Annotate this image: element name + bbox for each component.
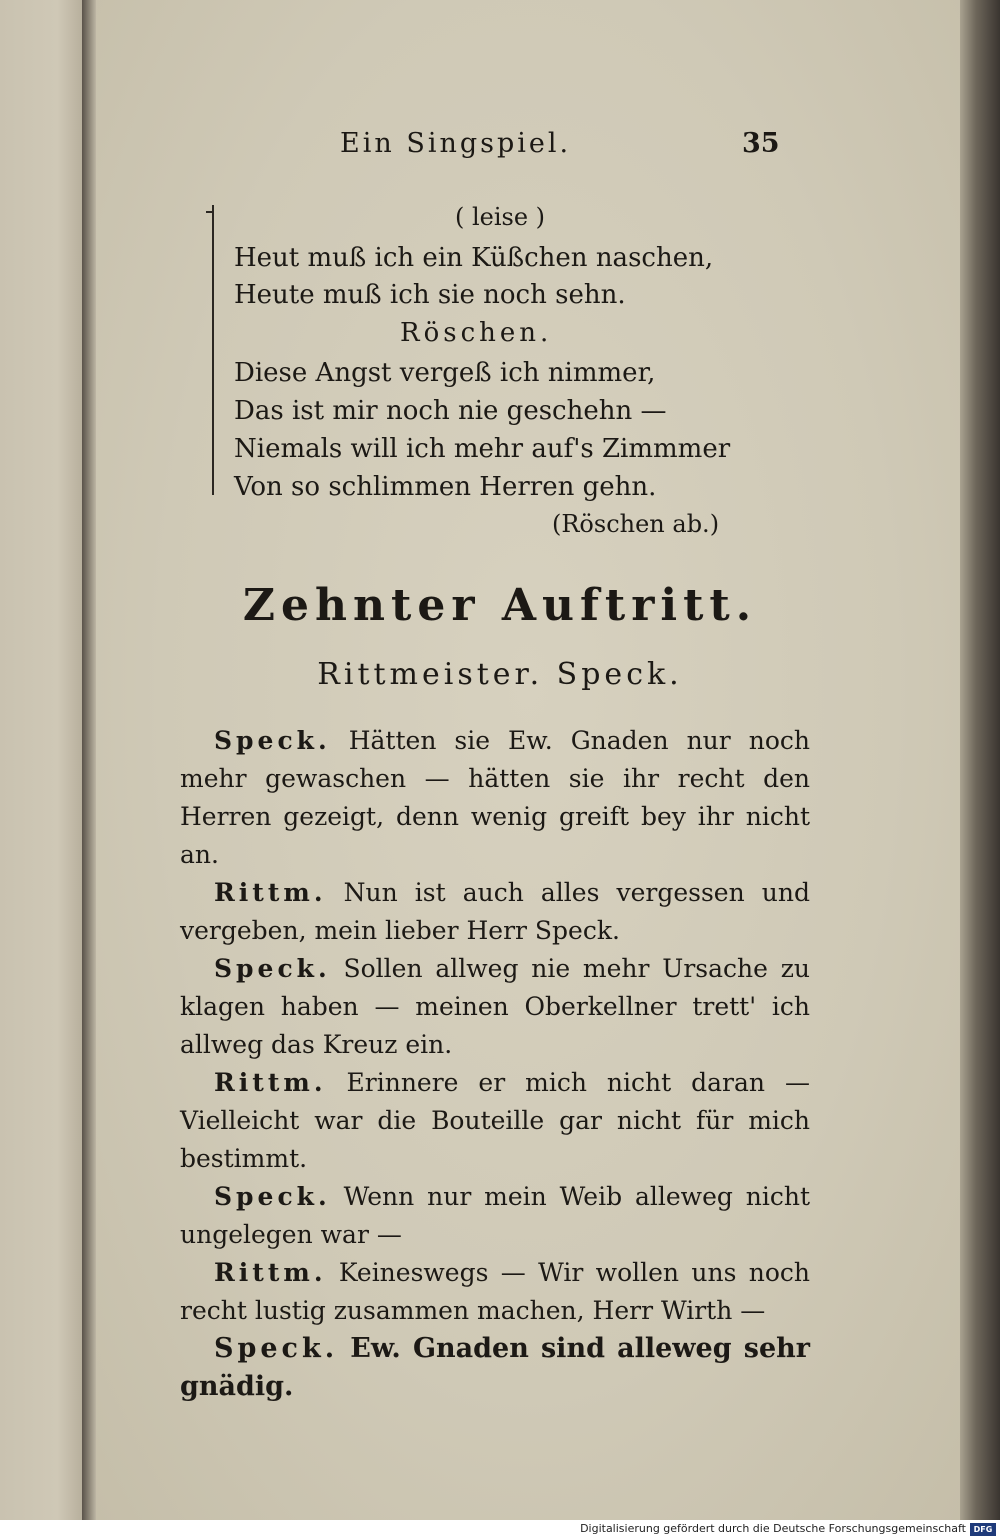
speech-paragraph: [180, 1178, 810, 1254]
exit-direction: (Röschen ab.): [552, 510, 720, 538]
speech-text: Ew. Gnaden sind alleweg sehr gnädig.: [180, 1333, 810, 1402]
cast-list: Rittmeister. Speck.: [317, 657, 683, 692]
speech-text: Hätten sie Ew. Gnaden nur noch mehr gewaschen — hätten sie ihr recht den Herren gezeigt, denn wenig greift bey ihr nicht an.: [180, 726, 810, 869]
speech-text: Keineswegs — Wir wollen uns noch recht lustig zusammen machen, Herr Wirth —: [180, 1258, 811, 1325]
speech-paragraph: [180, 1064, 810, 1178]
verse-line: Niemals will ich mehr auf's Zimmmer: [234, 434, 731, 464]
speech-paragraph: [180, 722, 810, 874]
speech-paragraph: [180, 1254, 810, 1330]
verse-speaker: Röschen.: [400, 318, 553, 348]
page-number: 35: [742, 128, 780, 159]
dialogue-block: [180, 722, 810, 1406]
scene-heading: Zehnter Auftritt.: [242, 580, 758, 631]
speaker-name: Rittm.: [214, 1258, 327, 1287]
verse-line: Von so schlimmen Herren gehn.: [234, 472, 657, 502]
speech-paragraph: [180, 950, 810, 1064]
speaker-name: Speck.: [214, 726, 331, 755]
speech-paragraph: [180, 874, 810, 950]
verse-line: Das ist mir noch nie geschehn —: [234, 396, 667, 426]
speech-paragraph: [180, 1330, 810, 1406]
speaker-name: Rittm.: [214, 878, 327, 907]
speech-text: Sollen allweg nie mehr Ursache zu klagen haben — meinen Oberkellner trett' ich allweg das Kreuz ein.: [180, 954, 810, 1059]
speaker-name: Speck.: [214, 954, 331, 983]
footer-bar: [0, 1520, 1000, 1539]
dfg-logo: DFG: [970, 1523, 996, 1536]
speech-text: Nun ist auch alles vergessen und vergeben, mein lieber Herr Speck.: [180, 878, 810, 945]
verse-line: Heut muß ich ein Küßchen naschen,: [234, 243, 714, 273]
footer-credit: Digitalisierung gefördert durch die Deutsche Forschungsgemeinschaft: [580, 1522, 966, 1535]
running-title: Ein Singspiel.: [340, 128, 572, 159]
speaker-name: Rittm.: [214, 1068, 327, 1097]
verse-line: Heute muß ich sie noch sehn.: [234, 280, 626, 310]
verse-line: Diese Angst vergeß ich nimmer,: [234, 358, 656, 388]
speaker-name: Speck.: [214, 1333, 339, 1364]
verse-brace: [212, 205, 228, 495]
speech-text: Wenn nur mein Weib alleweg nicht ungelegen war —: [180, 1182, 810, 1249]
stage-direction: ( leise ): [454, 203, 546, 231]
speech-text: Erinnere er mich nicht daran — Vielleicht war die Bouteille gar nicht für mich bestimmt.: [180, 1068, 810, 1173]
speaker-name: Speck.: [214, 1182, 331, 1211]
